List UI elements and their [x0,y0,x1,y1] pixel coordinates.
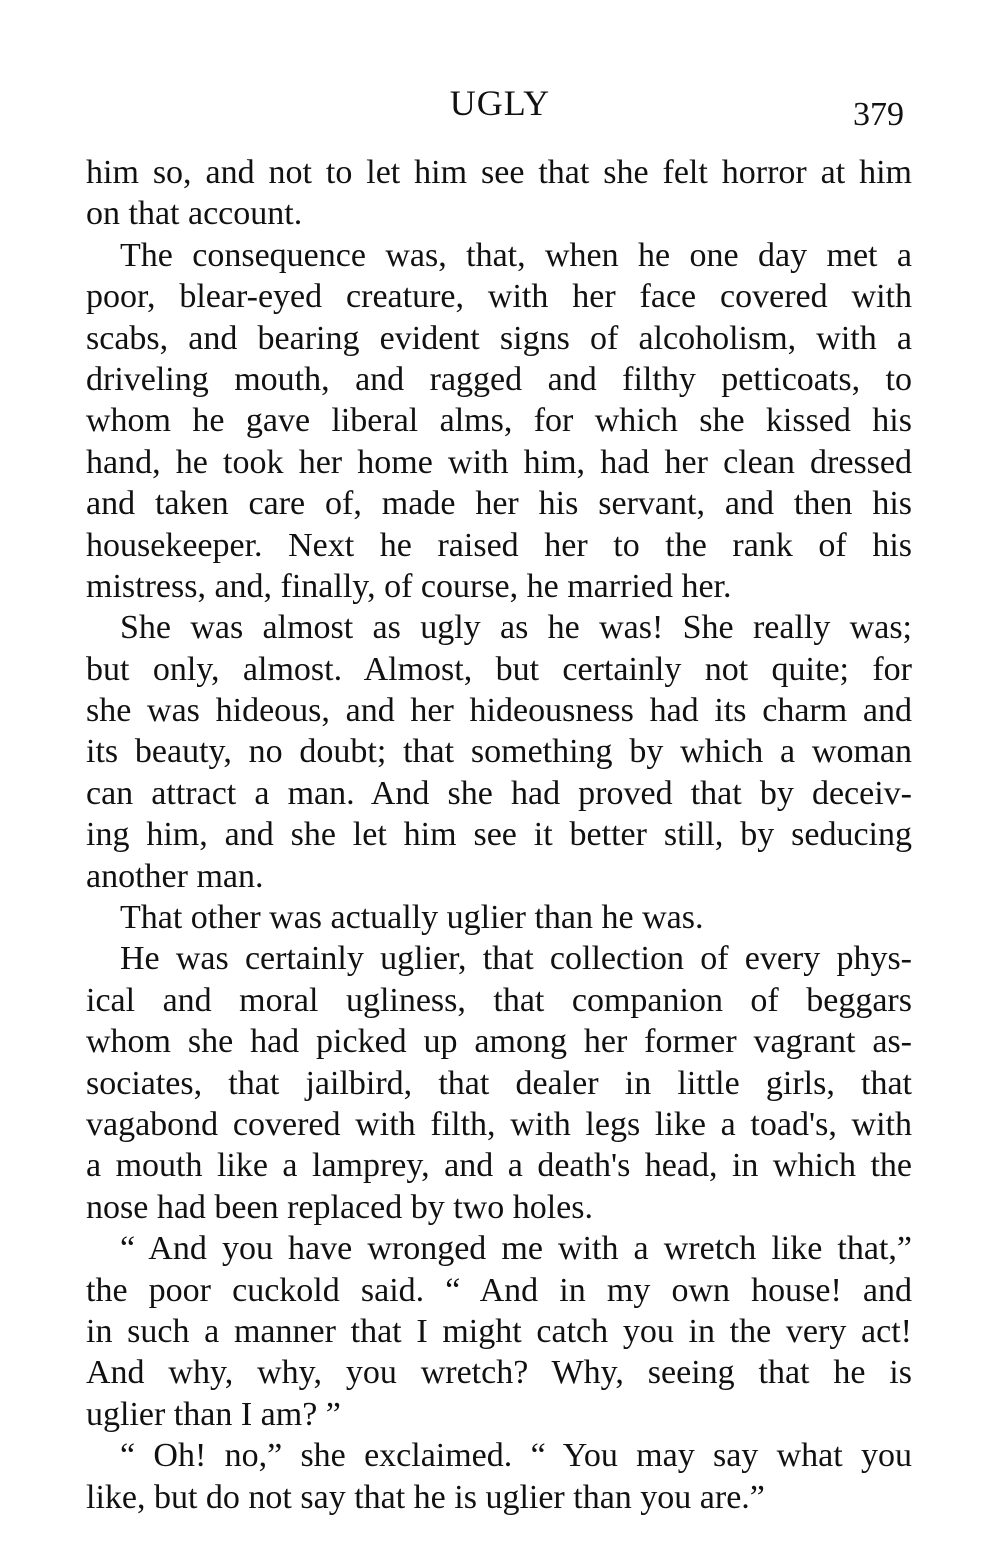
text-line: and taken care of, made her his servant, and then his [86,485,912,523]
text-line: mistress, and, finally, of course, he married her. [86,567,732,605]
text-line: she was hideous, and her hideousness had its charm and [86,692,912,730]
text-line: but only, almost. Almost, but certainly not quite; for [86,650,912,688]
text-line: He was certainly uglier, that collection of every phys- [120,940,912,978]
text-line: a mouth like a lamprey, and a death's head, in which the [86,1147,912,1185]
text-line: nose had been replaced by two holes. [86,1188,593,1226]
text-line: housekeeper. Next he raised her to the rank of his [86,526,912,564]
text-line: whom she had picked up among her former vagrant as- [86,1023,912,1061]
text-line: ical and moral ugliness, that companion of beggars [86,981,912,1019]
text-line: hand, he took her home with him, had her clean dressed [86,443,912,481]
text-line: the poor cuckold said. “ And in my own house! and [86,1271,912,1309]
text-line: ing him, and she let him see it better still, by seducing [86,816,912,854]
text-line: like, but do not say that he is uglier than you are.” [86,1478,765,1516]
text-line: “ And you have wronged me with a wretch like that,” [120,1230,912,1268]
running-head-title: UGLY [449,83,551,123]
text-line: She was almost as ugly as he was! She really was; [120,609,912,647]
text-line: vagabond covered with filth, with legs like a toad's, with [86,1105,912,1143]
text-line: uglier than I am? ” [86,1395,341,1433]
text-line: another man. [86,857,264,895]
text-line: scabs, and bearing evident signs of alcoholism, with a [86,319,912,357]
text-line: The consequence was, that, when he one day met a [120,236,912,274]
body-text [86,152,912,1518]
text-line: him so, and not to let him see that she felt horror at him [86,154,912,191]
text-line: on that account. [86,195,303,233]
text-line: poor, blear-eyed creature, with her face covered with [86,278,912,316]
text-line: And why, why, you wretch? Why, seeing that he is [86,1354,912,1392]
text-line: its beauty, no doubt; that something by which a woman [86,733,912,771]
text-line: sociates, that jailbird, that dealer in little girls, that [86,1064,912,1102]
text-line: driveling mouth, and ragged and filthy petticoats, to [86,360,912,398]
text-line: That other was actually uglier than he was. [120,899,704,937]
page-number: 379 [853,96,904,133]
text-line: whom he gave liberal alms, for which she kissed his [86,402,912,440]
text-line: “ Oh! no,” she exclaimed. “ You may say what you [120,1437,912,1475]
text-line: can attract a man. And she had proved that by deceiv- [86,774,912,812]
text-line: in such a manner that I might catch you in the very act! [86,1312,912,1350]
